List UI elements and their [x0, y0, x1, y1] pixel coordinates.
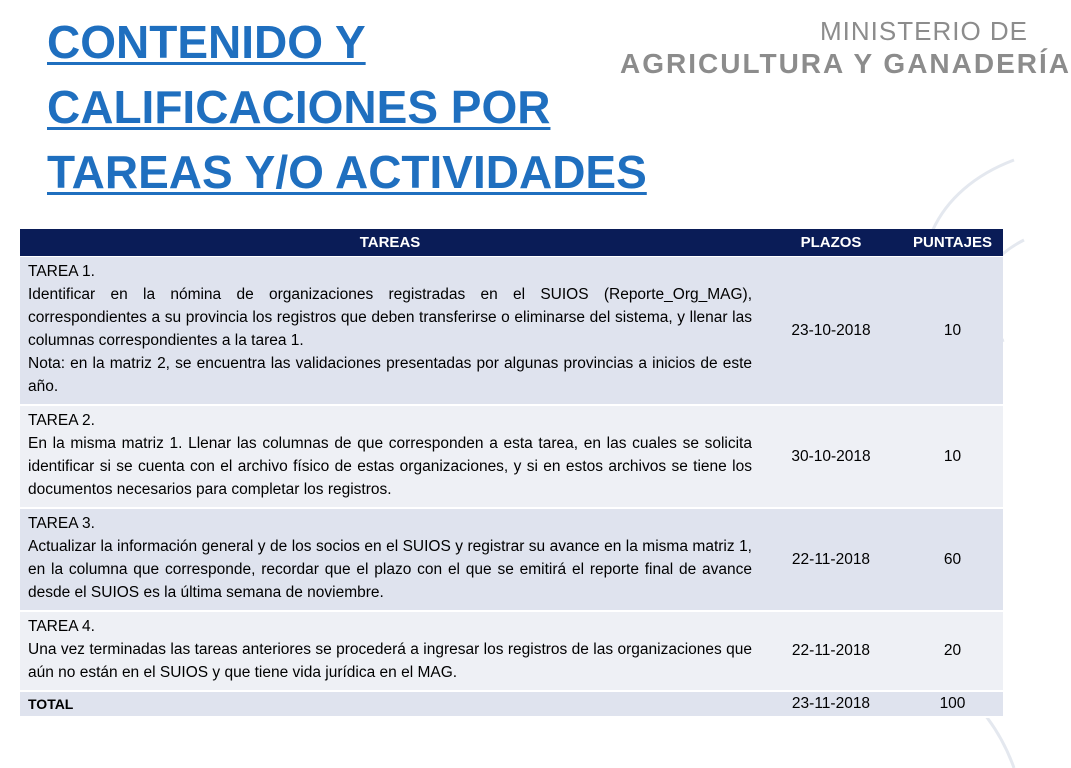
table-row [20, 257, 1003, 406]
task-deadline: 22-11-2018 [760, 611, 902, 691]
total-score: 100 [902, 691, 1003, 717]
table-row [20, 508, 1003, 611]
total-row [20, 691, 1003, 717]
header-puntajes: PUNTAJES [902, 229, 1003, 257]
total-label: TOTAL [20, 691, 760, 717]
task-label: TAREA 3. [28, 515, 95, 532]
task-score: 60 [902, 508, 1003, 611]
task-label: TAREA 4. [28, 618, 95, 635]
table-row [20, 611, 1003, 691]
task-deadline: 22-11-2018 [760, 508, 902, 611]
ministry-logo [620, 16, 1071, 79]
table-row [20, 405, 1003, 508]
task-description: Actualizar la información general y de los socios en el SUIOS y registrar su avance en la misma matriz 1, en la columna que corresponde, recordar que el plazo con el que se emitirá el reporte final de avance desde el SUIOS es la última semana de noviembre. [28, 538, 752, 601]
task-cell [20, 257, 760, 406]
table-header-row [20, 229, 1003, 257]
task-description: Una vez terminadas las tareas anteriores se procederá a ingresar los registros de las organizaciones que aún no están en el SUIOS y que tiene vida jurídica en el MAG. [28, 641, 752, 681]
page-title: CONTENIDO Y CALIFICACIONES POR TAREAS Y/O ACTIVIDADES [47, 16, 647, 198]
task-note: Nota: en la matriz 2, se encuentra las validaciones presentadas por algunas provincias a inicios de este año. [28, 355, 752, 395]
task-score: 20 [902, 611, 1003, 691]
header-plazos: PLAZOS [760, 229, 902, 257]
task-deadline: 30-10-2018 [760, 405, 902, 508]
logo-line-ministerio: MINISTERIO DE [820, 16, 1029, 46]
tasks-table [20, 229, 1003, 718]
task-description: Identificar en la nómina de organizaciones registradas en el SUIOS (Reporte_Org_MAG), correspondientes a su provincia los registros que deben transferirse o eliminarse del sistema, y llenar las columnas correspondientes a la tarea 1. [28, 286, 752, 349]
task-description: En la misma matriz 1. Llenar las columnas de que corresponden a esta tarea, en las cuales se solicita identificar si se cuenta con el archivo físico de estas organizaciones, y si en estos archivos se tiene los documentos necesarios para completar los registros. [28, 435, 752, 498]
task-cell [20, 405, 760, 508]
task-label: TAREA 1. [28, 263, 95, 280]
task-label: TAREA 2. [28, 412, 95, 429]
task-cell [20, 611, 760, 691]
task-deadline: 23-10-2018 [760, 257, 902, 406]
header-tareas: TAREAS [20, 229, 760, 257]
logo-line-agricultura: AGRICULTURA Y GANADERÍA [620, 48, 1071, 79]
total-deadline: 23-11-2018 [760, 691, 902, 717]
task-score: 10 [902, 405, 1003, 508]
task-score: 10 [902, 257, 1003, 406]
task-cell [20, 508, 760, 611]
